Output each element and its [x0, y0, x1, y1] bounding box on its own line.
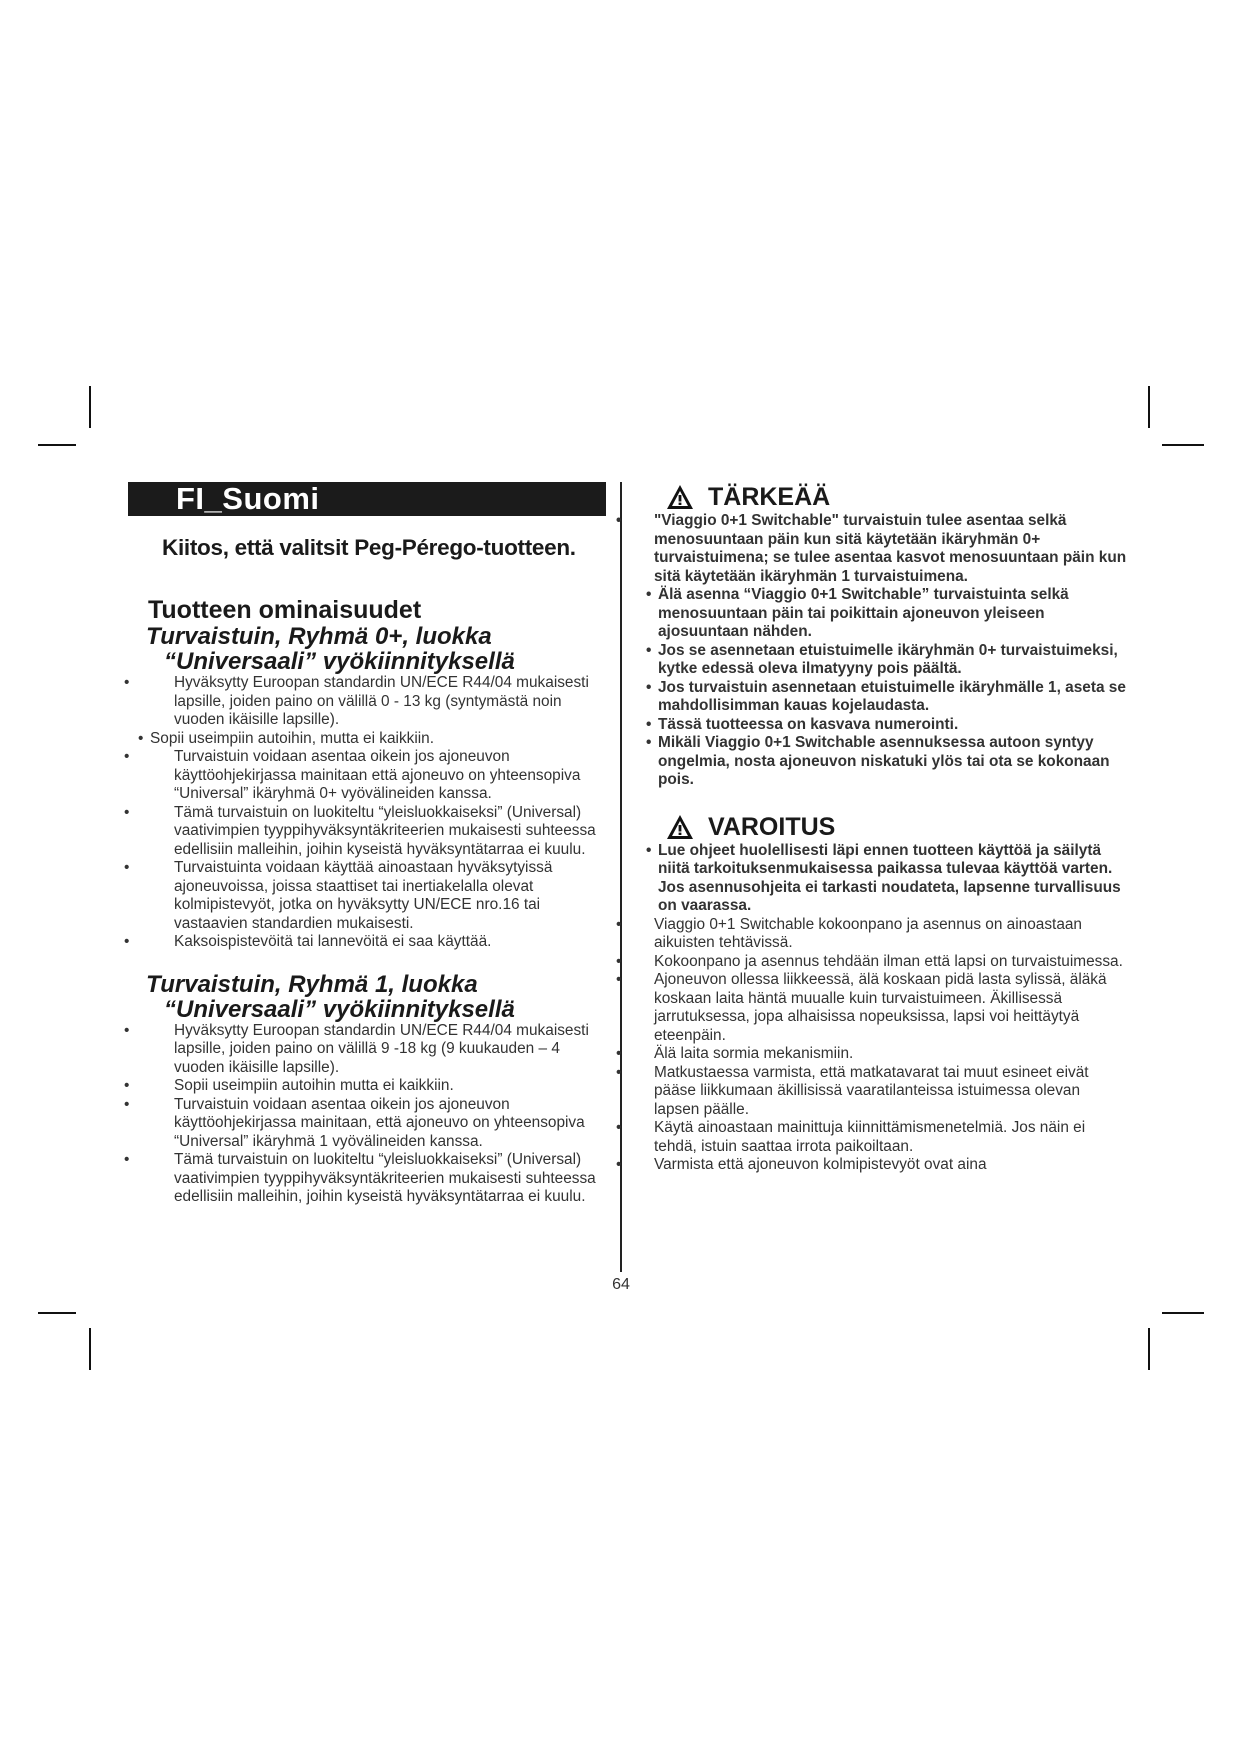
list-item: • Jos se asennetaan etuistuimelle ikäryhmän 0+ turvaistuimeksi, kytke edessä oleva ilmatyyny pois päältä. — [634, 642, 1128, 679]
list-item: • Hyväksytty Euroopan standardin UN/ECE R44/04 mukaisesti lapsille, joiden paino on välillä 0 - 13 kg (syntymästä noin vuoden ikäisille lapsille). — [142, 674, 606, 730]
list-item: • Kokoonpano ja asennus tehdään ilman että lapsi on turvaistuimessa. — [634, 953, 1128, 972]
group1-title-line1: Turvaistuin, Ryhmä 1, luokka — [146, 970, 478, 998]
group0-title — [146, 624, 606, 674]
important-heading — [666, 482, 1128, 512]
page-number: 64 — [612, 1276, 630, 1293]
list-item: • Turvaistuin voidaan asentaa oikein jos ajoneuvon käyttöohjekirjassa mainitaan että ajoneuvo on yhteensopiva “Universal” ikäryhmä 0+ vyövälineiden kanssa. — [142, 748, 606, 804]
list-item: • Tämä turvaistuin on luokiteltu “yleisluokkaiseksi” (Universal) vaativimpien tyyppihyväksyntäkriteerien mukaisesti suhteessa edellisiin malleihin, joihin kyseistä hyväksyntätarraa ei kuulu. — [142, 804, 606, 860]
group1-title-line2: “Universaali” vyökiinnityksellä — [164, 995, 515, 1023]
crop-mark — [1162, 444, 1204, 446]
group1-title — [146, 972, 606, 1022]
crop-mark — [1148, 1328, 1150, 1370]
list-item: • Tämä turvaistuin on luokiteltu “yleisluokkaiseksi” (Universal) vaativimpien tyyppihyväksyntäkriteerien mukaisesti suhteessa edellisiin malleihin, joihin kyseistä hyväksyntätarraa ei kuulu. — [142, 1151, 606, 1207]
group0-title-line1: Turvaistuin, Ryhmä 0+, luokka — [146, 623, 492, 650]
column-divider — [620, 482, 622, 1272]
group0-title-line2: “Universaali” vyökiinnityksellä — [164, 648, 515, 675]
list-item: • Sopii useimpiin autoihin mutta ei kaikkiin. — [142, 1077, 606, 1096]
list-item: • Varmista että ajoneuvon kolmipistevyöt ovat aina — [634, 1156, 1128, 1175]
crop-mark — [38, 1312, 76, 1314]
crop-mark — [38, 444, 76, 446]
crop-mark — [1148, 386, 1150, 428]
thanks-heading: Kiitos, että valitsit Peg-Pérego-tuotteen. — [162, 535, 576, 560]
warning-heading — [666, 812, 1128, 842]
warning-bold-list — [634, 842, 1128, 916]
language-bar: FI_Suomi — [128, 482, 606, 516]
list-item: • Mikäli Viaggio 0+1 Switchable asennuksessa autoon syntyy ongelmia, nosta ajoneuvon niskatuki ylös tai ota se kokonaan pois. — [634, 734, 1128, 790]
list-item: • Lue ohjeet huolellisesti läpi ennen tuotteen käyttöä ja säilytä niitä tarkoituksenmukaisessa paikassa tulevaa käyttöä varten. Jos asennusohjeita ei tarkasti noudateta, lapsenne turvallisuus on vaarassa. — [634, 842, 1128, 916]
list-item: • Matkustaessa varmista, että matkatavarat tai muut esineet eivät pääse liikkumaan äkillisissä vaaratilanteissa istuimessa olevan lapsen päälle. — [634, 1064, 1128, 1120]
features-title: Tuotteen ominaisuudet — [148, 596, 422, 624]
list-item: • Kaksoispistevöitä tai lannevöitä ei saa käyttää. — [142, 933, 606, 952]
list-item: • Hyväksytty Euroopan standardin UN/ECE R44/04 mukaisesti lapsille, joiden paino on välillä 9 -18 kg (9 kuukauden – 4 vuoden ikäisille lapsille). — [142, 1022, 606, 1078]
list-item: • Turvaistuin voidaan asentaa oikein jos ajoneuvon käyttöohjekirjassa mainitaan, että ajoneuvo on yhteensopiva “Universal” ikäryhmä 1 vyövälineiden kanssa. — [142, 1096, 606, 1152]
group0-list — [128, 674, 606, 952]
warning-triangle-icon — [666, 814, 694, 840]
warning-triangle-icon — [666, 484, 694, 510]
list-item: • Viaggio 0+1 Switchable kokoonpano ja asennus on ainoastaan aikuisten tehtävissä. — [634, 916, 1128, 953]
group1-list — [128, 1022, 606, 1207]
list-item: • Jos turvaistuin asennetaan etuistuimelle ikäryhmälle 1, aseta se mahdollisimman kauas kojelaudasta. — [634, 679, 1128, 716]
list-item: • Ajoneuvon ollessa liikkeessä, älä koskaan pidä lasta sylissä, äläkä koskaan laita häntä muualle kuin turvaistuimeen. Äkillisessä jarrutuksessa, jopa alhaisissa nopeuksissa, lapsi voi heittäytyä eteenpäin. — [634, 971, 1128, 1045]
warning-list — [634, 916, 1128, 1175]
list-item: • Älä asenna “Viaggio 0+1 Switchable” turvaistuinta selkä menosuuntaan päin tai poikittain ajoneuvon yleiseen ajosuuntaan nähden. — [634, 586, 1128, 642]
list-item: • Sopii useimpiin autoihin, mutta ei kaikkiin. — [128, 730, 606, 749]
list-item: • Turvaistuinta voidaan käyttää ainoastaan hyväksytyissä ajoneuvoissa, joissa staattiset tai inertiakelalla olevat kolmipistevyöt, jotka on hyväksytty UN/ECE nro.16 tai vastaavien standardien mukaisesti. — [142, 859, 606, 933]
left-column — [128, 482, 606, 1207]
list-item: • Älä laita sormia mekanismiin. — [634, 1045, 1128, 1064]
list-item: • Tässä tuotteessa on kasvava numerointi. — [634, 716, 1128, 735]
crop-mark — [1162, 1312, 1204, 1314]
crop-mark — [89, 386, 91, 428]
important-title: TÄRKEÄÄ — [708, 483, 831, 511]
right-column — [634, 482, 1128, 1175]
crop-mark — [89, 1328, 91, 1370]
important-list — [634, 512, 1128, 790]
list-item: • "Viaggio 0+1 Switchable" turvaistuin tulee asentaa selkä menosuuntaan päin kun sitä käytetään ikäryhmän 0+ turvaistuimena; se tulee asentaa kasvot menosuuntaan päin kun sitä käytetään ikäryhmän 1 turvaistuimena. — [634, 512, 1128, 586]
list-item: • Käytä ainoastaan mainittuja kiinnittämismenetelmiä. Jos näin ei tehdä, istuin saattaa irrota paikoiltaan. — [634, 1119, 1128, 1156]
warning-title: VAROITUS — [708, 812, 836, 841]
